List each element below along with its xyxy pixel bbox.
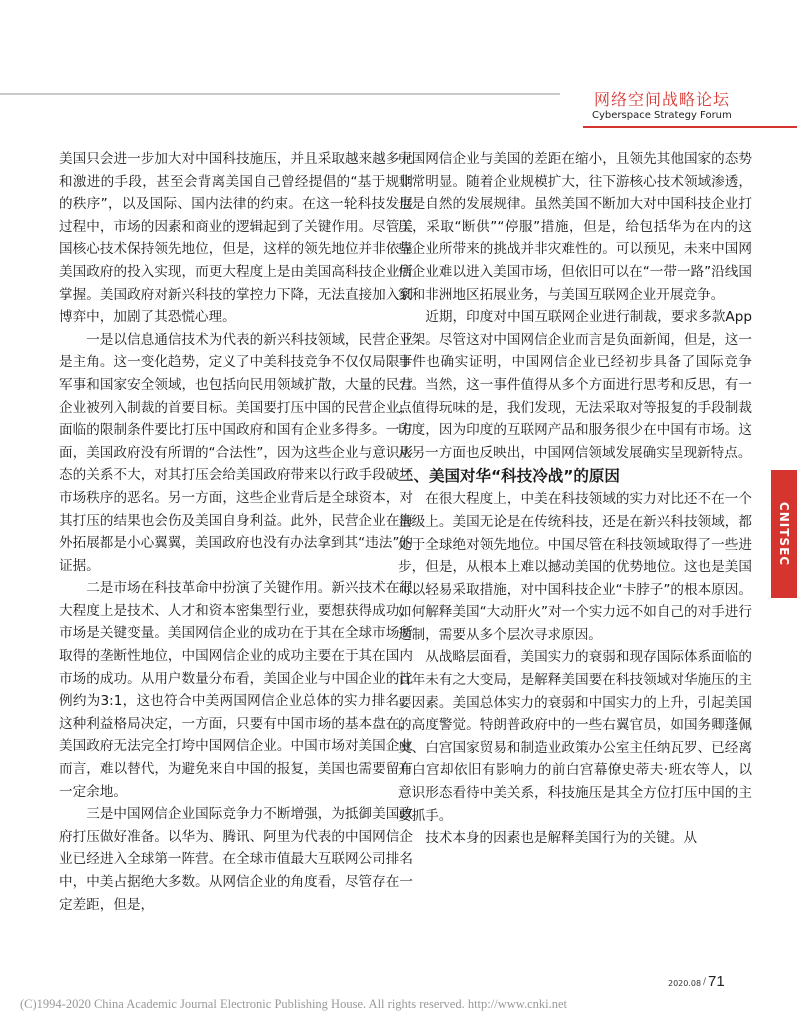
side-tab-cnitsec [771, 470, 797, 598]
paragraph: 三是中国网信企业国际竞争力不断增强，为抵御美国政府打压做好准备。以华为、腾讯、阿里为代表的中国网信企业已经进入全球第一阵营。在全球市值最大互联网公司排名中，中美占据绝大多数。从网信企业的角度看，尽管存在一定差距，但是， [59, 806, 413, 913]
paragraph: 一是以信息通信技术为代表的新兴科技领域，民营企业是主角。这一变化趋势，定义了中美科技竞争不仅仅局限于军事和国家安全领域，也包括向民用领域扩散，大量的民营企业被列入制裁的首要目标。美国要打压中国的民营企业，面临的限制条件要比打压中国政府和国有企业多得多。一方面，美国政府没有所谓的“合法性”，因为这些企业与意识形态的关系不大，对其打压会给美国政府带来以行政手段破坏市场秩序的恶名。另一方面，这些企业背后是全球资本，对其打压的结果也会伤及美国自身利益。此外，民营企业在海外拓展都是小心翼翼，美国政府也没有办法拿到其“违法”的证据。 [59, 331, 413, 574]
paragraph: 中国网信企业与美国的差距在缩小，且领先其他国家的态势非常明显。随着企业规模扩大，往下游核心技术领域渗透，也是自然的发展规律。虽然美国不断加大对中国科技企业打压，采取“断供”“停服”措施，但是，给包括华为在内的这些企业所带来的挑战并非灾难性的。可以预见，未来中国网信企业难以进入美国市场，但依旧可以在“一带一路”沿线国家和非洲地区拓展业务，与美国互联网企业开展竞争。 [398, 151, 752, 303]
paragraph: 从战略层面看，美国实力的衰弱和现存国际体系面临的百年未有之大变局，是解释美国要在科技领域对华施压的主要因素。美国总体实力的衰弱和中国实力的上升，引起美国的高度警觉。特朗普政府中的一些右翼官员，如国务卿蓬佩奥、白宫国家贸易和制造业政策办公室主任纳瓦罗、已经离开白宫却依旧有影响力的前白宫幕僚史蒂夫·班农等人，以意识形态看待中美关系，科技施压是其全方位打压中国的主要抓手。 [398, 649, 752, 824]
copyright-footer: (C)1994-2020 China Academic Journal Electronic Publishing House. All rights reserved. http://www.cnki.net [20, 997, 568, 1011]
page-separator: / [703, 977, 707, 987]
paragraph: 在很大程度上，中美在科技领域的实力对比还不在一个量级上。美国无论是在传统科技，还是在新兴科技领域，都处于全球绝对领先地位。中国尽管在科技领域取得了一些进步，但是，从根本上难以撼动美国的优势地位。这也是美国可以轻易采取措施，对中国科技企业“卡脖子”的根本原因。如何解释美国“大动肝火”对一个实力远不如自己的对手进行遏制，需要从多个层次寻求原因。 [398, 491, 752, 643]
side-tab-label: CNITSEC [777, 501, 791, 567]
page-number: 71 [708, 973, 725, 990]
paragraph: 美国只会进一步加大对中国科技施压，并且采取越来越多元和激进的手段，甚至会背离美国自己曾经提倡的“基于规则的秩序”，以及国际、国内法律的约束。在这一轮科技发展过程中，市场的因素和商业的逻辑起到了关键作用。尽管美国核心技术保持领先地位，但是，这样的领先地位并非依靠美国政府的投入实现，而更大程度上是由美国高科技企业所掌握。美国政府对新兴科技的掌控力下降，无法直接加入到博弈中，加剧了其恐慌心理。 [59, 151, 413, 326]
journal-section-subtitle: Cyberspace Strategy Forum [592, 110, 732, 121]
header-accent-rule [583, 126, 797, 128]
left-column [59, 148, 413, 916]
header-divider-line [0, 93, 560, 95]
issue-date: 2020.08 [668, 979, 702, 988]
section-heading: 二、美国对华“科技冷战”的原因 [398, 467, 620, 486]
paragraph: 技术本身的因素也是解释美国行为的关键。从 [425, 830, 698, 847]
right-column [398, 148, 752, 850]
journal-section-title: 网络空间战略论坛 [594, 90, 731, 109]
paragraph: 近期，印度对中国互联网企业进行制裁，要求多款App下架。尽管这对中国网信企业而言是负面新闻，但是，这一事件也确实证明，中国网信企业已经初步具备了国际竞争力。当然，这一事件值得从多个方面进行思考和反思，有一点值得玩味的是，我们发现，无法采取对等报复的手段制裁印度，因为印度的互联网产品和服务很少在中国有市场。这从另一方面也反映出，中国网信领域发展确实呈现新特点。 [398, 309, 752, 461]
paragraph: 二是市场在科技革命中扮演了关键作用。新兴技术在很大程度上是技术、人才和资本密集型行业，要想获得成功，市场是关键变量。美国网信企业的成功在于其在全球市场所取得的垄断性地位，中国网信企业的成功主要在于其在国内市场的成功。从用户数量分布看，美国企业与中国企业的比例约为3:1，这也符合中美两国网信企业总体的实力排名。这种利益格局决定，一方面，只要有中国市场的基本盘在，美国政府无法完全打垮中国网信企业。中国市场对美国企业而言，难以替代，为避免来自中国的报复，美国也需要留有一定余地。 [59, 580, 413, 800]
page-info [668, 973, 768, 995]
